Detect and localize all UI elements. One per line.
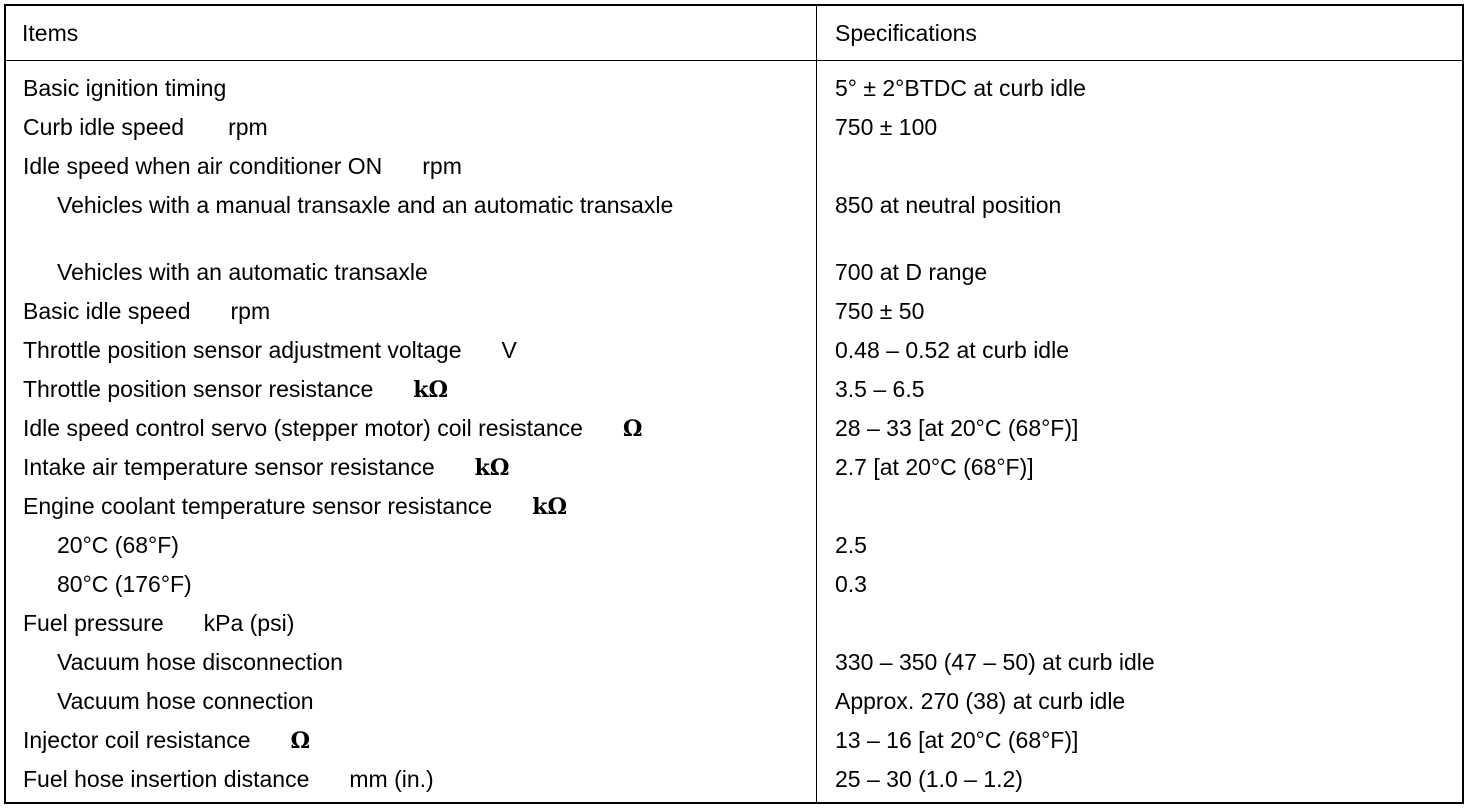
item-label: Vacuum hose connection [57,688,314,714]
item-label: Injector coil resistance Ω [23,727,311,754]
spec-value: Approx. 270 (38) at curb idle [835,688,1126,714]
item-label: Idle speed control servo (stepper motor) coil resistance Ω [23,415,643,442]
item-label: Fuel hose insertion distance mm (in.) [23,766,434,792]
spec-value: 750 ± 100 [835,114,938,140]
spec-value: 2.7 [at 20°C (68°F)] [835,454,1034,480]
table-row [6,492,1462,531]
item-label: Vacuum hose disconnection [57,649,343,675]
table-row [6,258,1462,297]
table-row [6,297,1462,336]
item-label: Engine coolant temperature sensor resistance kΩ [23,493,568,520]
item-label: Throttle position sensor adjustment voltage V [23,337,517,363]
item-unit: kΩ [532,494,568,520]
table-row [6,531,1462,570]
item-unit: Ω [290,728,311,754]
table-row [6,414,1462,453]
item-label: 80°C (176°F) [57,571,192,597]
spec-value: 0.3 [835,571,867,597]
table-row [6,74,1462,113]
spec-value: 5° ± 2°BTDC at curb idle [835,75,1086,101]
item-unit: rpm [422,153,462,179]
table-row [6,726,1462,765]
table-row [6,765,1462,804]
item-label: Throttle position sensor resistance kΩ [23,376,449,403]
item-label: Idle speed when air conditioner ON rpm [23,153,462,179]
item-label: Basic ignition timing [23,75,227,101]
header-items: Items [22,20,79,46]
spec-value: 25 – 30 (1.0 – 1.2) [835,766,1023,792]
spec-value: 700 at D range [835,259,988,285]
spec-value: 850 at neutral position [835,192,1062,218]
table-header [6,6,1462,61]
spec-value: 3.5 – 6.5 [835,376,925,402]
item-label: Intake air temperature sensor resistance kΩ [23,454,510,481]
item-label: Basic idle speed rpm [23,298,271,324]
table-row [6,375,1462,414]
header-specifications: Specifications [835,20,977,46]
item-unit: kPa (psi) [203,610,295,636]
item-unit: rpm [230,298,271,324]
item-label: Fuel pressure kPa (psi) [23,610,295,636]
spec-table [4,4,1464,804]
table-row [6,152,1462,191]
spec-value: 0.48 – 0.52 at curb idle [835,337,1069,363]
table-row [6,648,1462,687]
spec-value: 13 – 16 [at 20°C (68°F)] [835,727,1079,753]
table-row [6,570,1462,609]
spec-value: 750 ± 50 [835,298,925,324]
item-unit: V [501,337,517,363]
spec-value: 2.5 [835,532,867,558]
item-unit: Ω [622,416,643,442]
table-row [6,191,1462,249]
item-unit: kΩ [413,377,449,403]
item-label: Vehicles with an automatic transaxle [57,259,428,285]
table-row [6,113,1462,152]
table-row [6,609,1462,648]
item-unit: kΩ [474,455,510,481]
item-unit: rpm [228,114,268,140]
table-row [6,453,1462,492]
item-unit: mm (in.) [349,766,434,792]
item-label: Curb idle speed rpm [23,114,268,140]
spec-value: 330 – 350 (47 – 50) at curb idle [835,649,1155,675]
spec-value: 28 – 33 [at 20°C (68°F)] [835,415,1079,441]
table-row [6,336,1462,375]
table-row [6,687,1462,726]
item-label: Vehicles with a manual transaxle and an automatic transaxle [57,192,674,218]
item-label: 20°C (68°F) [57,532,179,558]
